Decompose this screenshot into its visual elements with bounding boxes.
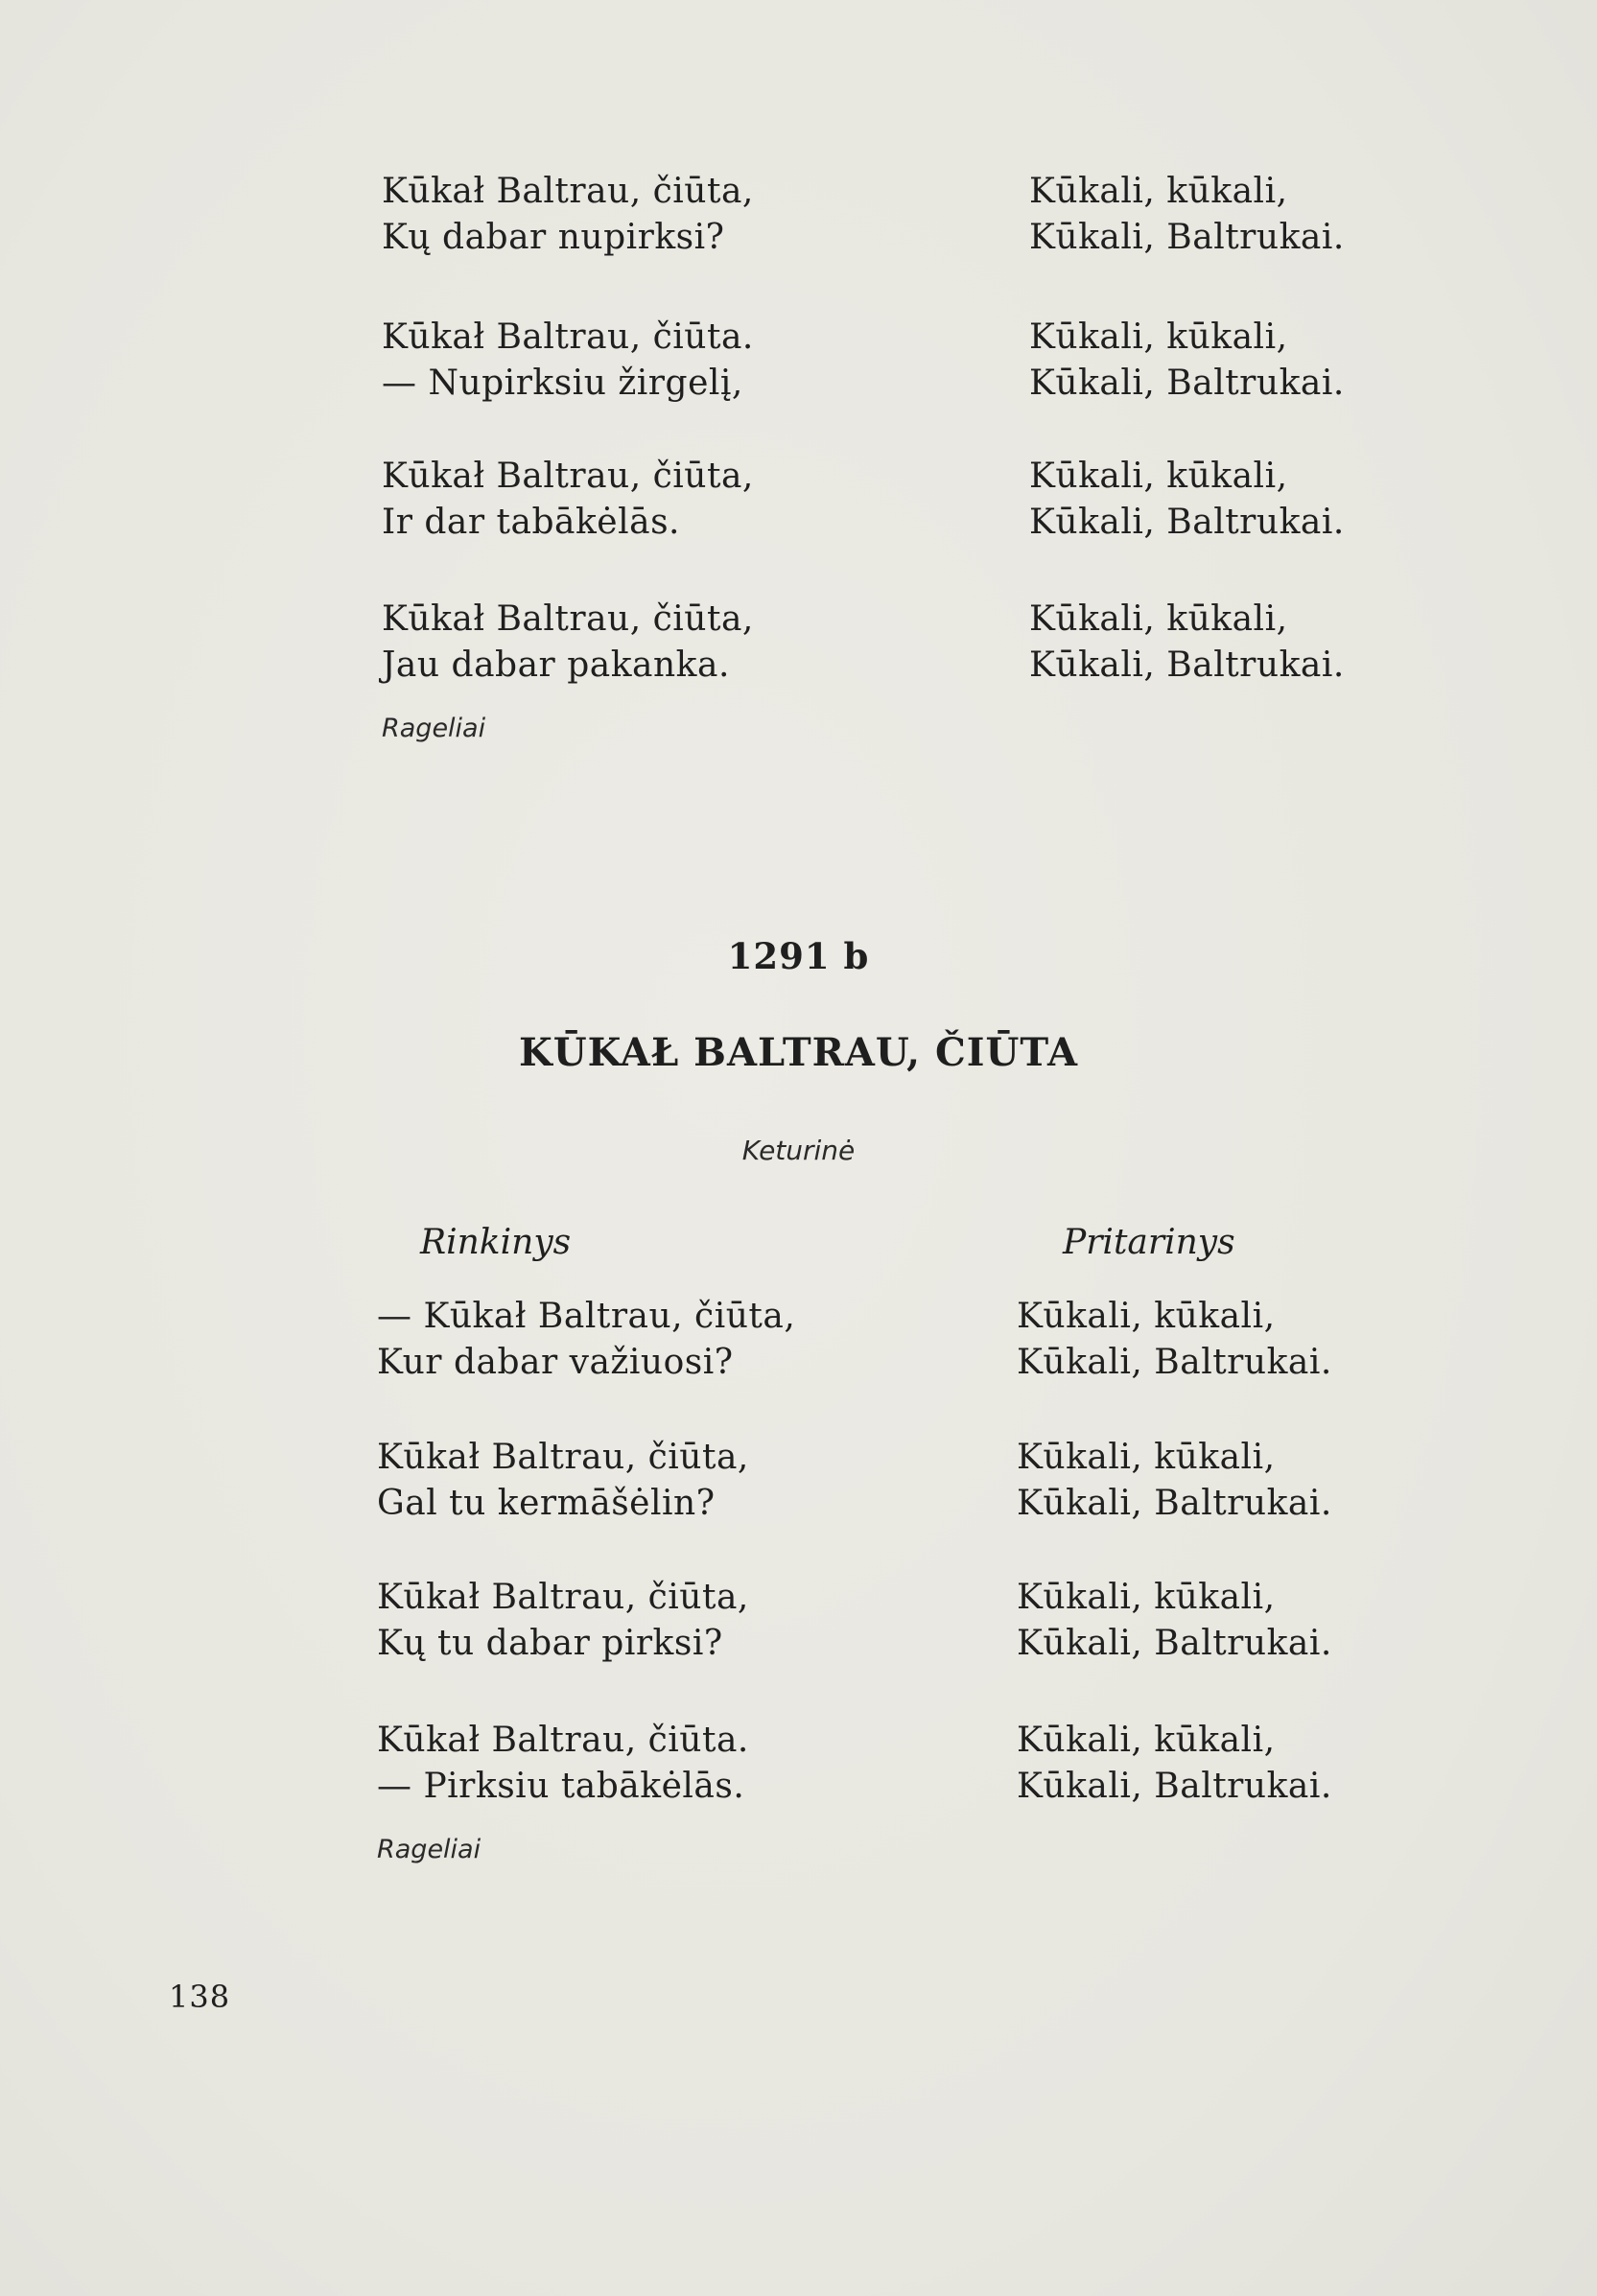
song-number: 1291 b [727,935,870,977]
upper-stanza-3-refrain [1029,454,1345,546]
upper-stanza-4-lead [382,597,754,689]
upper-stanza-4-refrain [1029,597,1345,689]
lower-stanza-3-refrain [1017,1575,1332,1667]
verse-line: Kūkał Baltrau, čiūta, [377,1578,749,1617]
refrain-line: Kūkali, Baltrukai. [1029,503,1345,542]
lower-stanza-1-refrain [1017,1294,1332,1386]
refrain-line: Kūkali, kūkali, [1029,457,1288,496]
upper-stanza-2-lead [382,315,754,407]
verse-line: Kų dabar nupirksi? [382,218,725,257]
lower-stanza-4-refrain [1017,1718,1332,1810]
verse-line: Ir dar tabākėlās. [382,503,680,542]
verse-line: — Kūkał Baltrau, čiūta, [377,1297,796,1336]
refrain-line: Kūkali, kūkali, [1017,1721,1276,1760]
upper-stanza-1-lead [382,169,754,261]
page-number: 138 [169,1979,231,2015]
upper-stanza-2-refrain [1029,315,1345,407]
lower-stanza-4-lead [377,1718,749,1810]
lower-stanza-1-lead [377,1294,795,1386]
verse-line: Kūkał Baltrau, čiūta, [382,457,754,496]
refrain-line: Kūkali, Baltrukai. [1017,1484,1332,1523]
upper-stanza-1-refrain [1029,169,1345,261]
lower-stanza-2-lead [377,1435,749,1527]
verse-line: — Pirksiu tabākėlās. [377,1767,745,1806]
verse-line: Gal tu kermāšėlin? [377,1484,716,1523]
column-heading-pritarinys: Pritarinys [1063,1223,1235,1262]
verse-line: Jau dabar pakanka. [382,645,730,685]
verse-line: — Nupirksiu žirgelį, [382,363,743,403]
verse-line: Kūkał Baltrau, čiūta. [382,317,754,357]
song-type: Keturinė [741,1135,856,1166]
verse-line: Kūkał Baltrau, čiūta, [382,172,754,211]
refrain-line: Kūkali, kūkali, [1029,317,1288,357]
upper-stanza-3-lead [382,454,754,546]
lower-stanza-3-lead [377,1575,749,1667]
column-heading-rinkinys: Rinkinys [420,1223,572,1262]
verse-line: Kų tu dabar pirksi? [377,1624,723,1663]
refrain-line: Kūkali, Baltrukai. [1017,1624,1332,1663]
refrain-line: Kūkali, kūkali, [1017,1578,1276,1617]
lower-stanza-2-refrain [1017,1435,1332,1527]
refrain-line: Kūkali, kūkali, [1029,599,1288,639]
song-title: KŪKAŁ BALTRAU, ČIŪTA [518,1030,1078,1075]
refrain-line: Kūkali, Baltrukai. [1017,1767,1332,1806]
upper-song-source: Rageliai [382,714,486,743]
verse-line: Kūkał Baltrau, čiūta, [377,1438,749,1477]
refrain-line: Kūkali, kūkali, [1017,1438,1276,1477]
refrain-line: Kūkali, kūkali, [1017,1297,1276,1336]
verse-line: Kur dabar važiuosi? [377,1343,734,1382]
refrain-line: Kūkali, Baltrukai. [1017,1343,1332,1382]
refrain-line: Kūkali, Baltrukai. [1029,218,1345,257]
refrain-line: Kūkali, Baltrukai. [1029,363,1345,403]
refrain-line: Kūkali, Baltrukai. [1029,645,1345,685]
lower-song-source: Rageliai [377,1835,481,1864]
verse-line: Kūkał Baltrau, čiūta, [382,599,754,639]
refrain-line: Kūkali, kūkali, [1029,172,1288,211]
verse-line: Kūkał Baltrau, čiūta. [377,1721,749,1760]
